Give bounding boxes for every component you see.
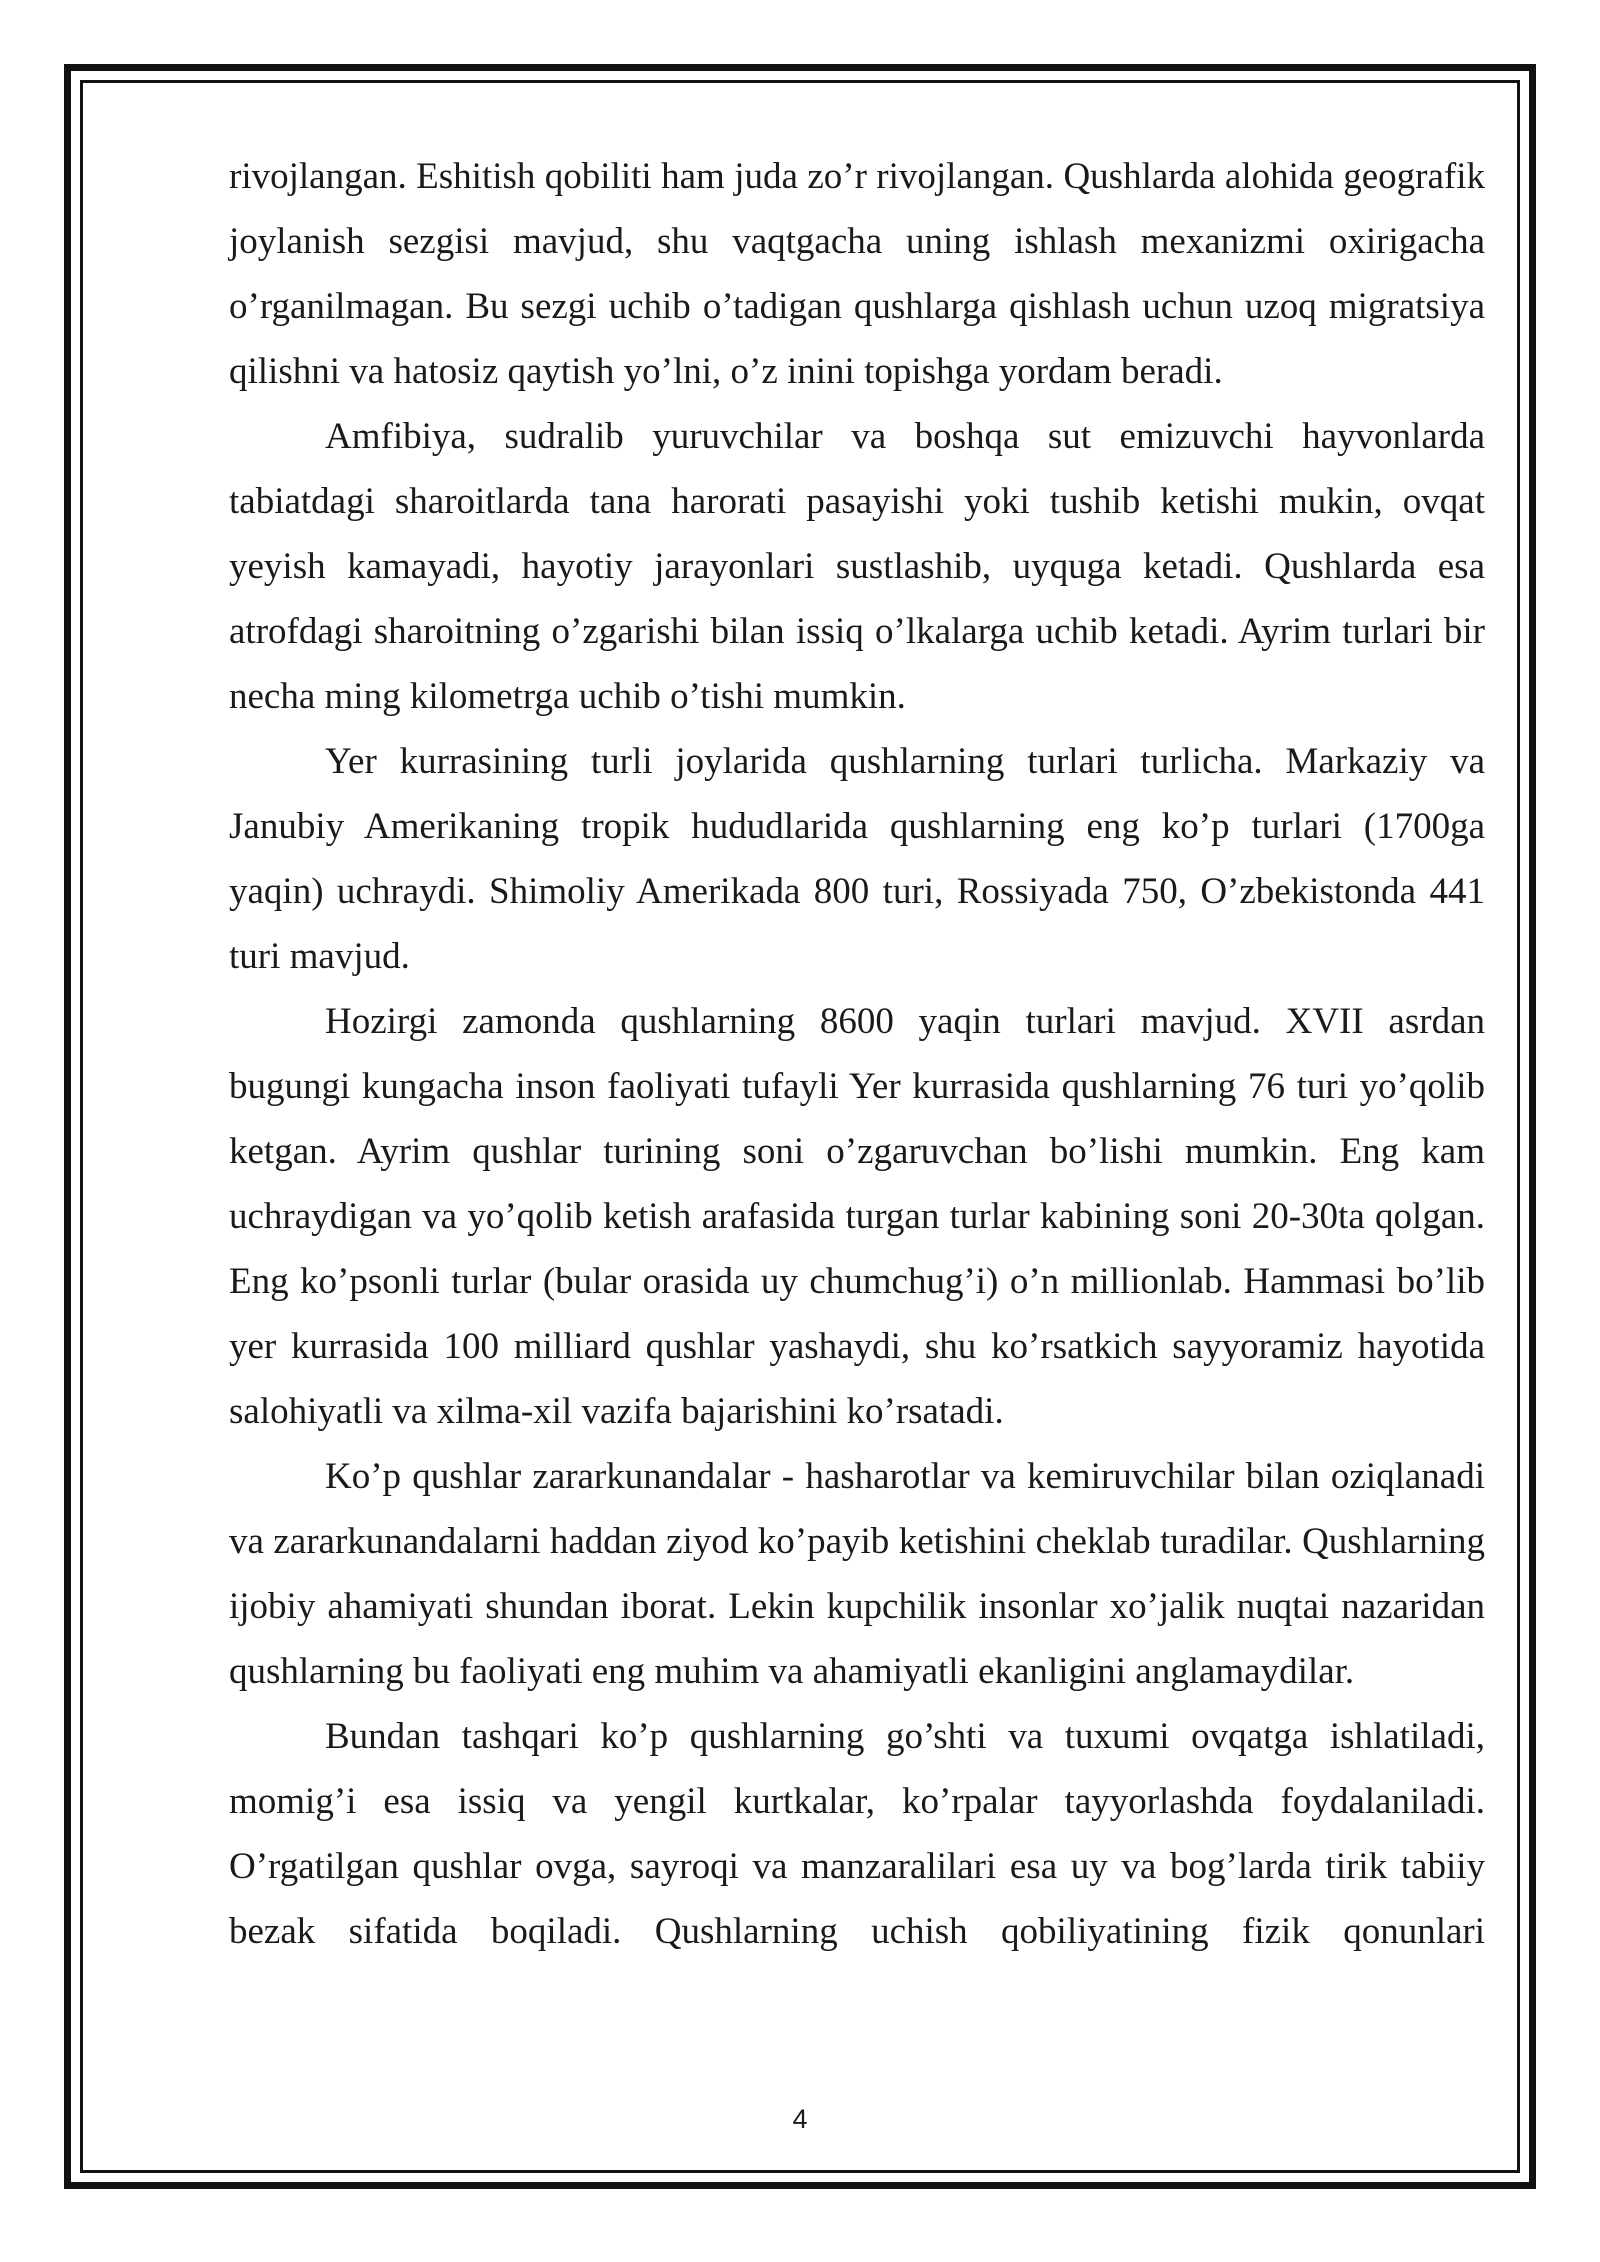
body-text	[229, 144, 1485, 1964]
page-number: 4	[792, 2104, 808, 2134]
paragraph-4: Hozirgi zamonda qushlarning 8600 yaqin turlari mavjud. XVII asrdan bugungi kungacha inson faoliyati tufayli Yer kurrasida qushlarning 76 turi yo’qolib ketgan. Ayrim qushlar turining soni o’zgaruvchan bo’lishi mumkin. Eng kam uchraydigan va yo’qolib ketish arafasida turgan turlar kabining soni 20-30ta qolgan. Eng ko’psonli turlar (bular orasida uy chumchug’i) o’n millionlab. Hammasi bo’lib yer kurrasida 100 milliard qushlar yashaydi, shu ko’rsatkich sayyoramiz hayotida salohiyatli va xilma-xil vazifa bajarishini ko’rsatadi.	[229, 1001, 1485, 1432]
paragraph-6: Bundan tashqari ko’p qushlarning go’shti va tuxumi ovqatga ishlatiladi, momig’i esa issiq va yengil kurtkalar, ko’rpalar tayyorlashda foydalaniladi. O’rgatilgan qushlar ovga, sayroqi va manzaralilari esa uy va bog’larda tirik tabiiy bezak sifatida boqiladi. Qushlarning uchish qobiliyatining fizik qonunlari	[229, 1716, 1485, 1952]
paragraph-5: Ko’p qushlar zararkunandalar - hasharotlar va kemiruvchilar bilan oziqlanadi va zararkunandalarni haddan ziyod ko’payib ketishini cheklab turadilar. Qushlarning ijobiy ahamiyati shundan iborat. Lekin kupchilik insonlar xo’jalik nuqtai nazaridan qushlarning bu faoliyati eng muhim va ahamiyatli ekanligini anglamaydilar.	[229, 1456, 1485, 1692]
paragraph-1: rivojlangan. Eshitish qobiliti ham juda zo’r rivojlangan. Qushlarda alohida geografik joylanish sezgisi mavjud, shu vaqtgacha uning ishlash mexanizmi oxirigacha o’rganilmagan. Bu sezgi uchib o’tadigan qushlarga qishlash uchun uzoq migratsiya qilishni va hatosiz qaytish yo’lni, o’z inini topishga yordam beradi.	[229, 156, 1485, 392]
paragraph-2: Amfibiya, sudralib yuruvchilar va boshqa sut emizuvchi hayvonlarda tabiatdagi sharoitlarda tana harorati pasayishi yoki tushib ketishi mukin, ovqat yeyish kamayadi, hayotiy jarayonlari sustlashib, uyquga ketadi. Qushlarda esa atrofdagi sharoitning o’zgarishi bilan issiq o’lkalarga uchib ketadi. Ayrim turlari bir necha ming kilometrga uchib o’tishi mumkin.	[229, 416, 1485, 717]
paragraph-3: Yer kurrasining turli joylarida qushlarning turlari turlicha. Markaziy va Janubiy Amerikaning tropik hududlarida qushlarning eng ko’p turlari (1700ga yaqin) uchraydi. Shimoliy Amerikada 800 turi, Rossiyada 750, O’zbekistonda 441 turi mavjud.	[229, 741, 1485, 977]
